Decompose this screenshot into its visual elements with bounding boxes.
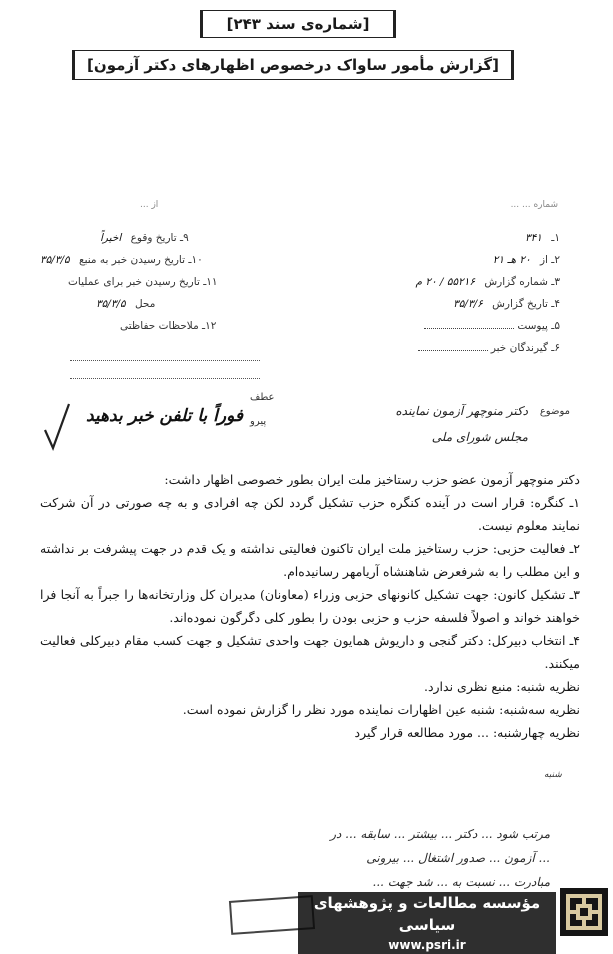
body-opinion-wednesday: نظریه چهارشنبه: ... مورد مطالعه قرار گیرد bbox=[354, 725, 580, 740]
form-dotted-line bbox=[70, 378, 260, 379]
form-field-6 bbox=[418, 342, 561, 354]
form-field-value: ۳۵/۳/۵ bbox=[96, 298, 126, 310]
form-field-label: ۵ـ پیوست bbox=[517, 320, 560, 332]
form-field-4 bbox=[453, 298, 560, 310]
watermark-title: مؤسسه مطالعات و پژوهشهای سیاسی bbox=[298, 892, 556, 936]
form-field-label: ۳ـ شماره گزارش bbox=[484, 276, 560, 288]
document-number: [شماره‌ی سند ۲۴۳] bbox=[200, 10, 396, 38]
body-item-secretary-general: ۴ـ انتخاب دبیرکل: دکتر گنجی و داریوش همایون جهت واحدی تشکیل و جهت کسب مقام دبیرکلی فعالیت میکنند. bbox=[40, 633, 580, 671]
handwritten-annotation: فوراً با تلفن خبر بدهید bbox=[86, 406, 244, 426]
form-field-2 bbox=[493, 254, 560, 266]
form-field-3 bbox=[415, 276, 560, 288]
form-field-11 bbox=[68, 276, 218, 288]
form-field-5 bbox=[424, 320, 560, 332]
handwritten-line: مرتب شود ... دکتر ... بیشتر ... سابقه ... در bbox=[330, 827, 550, 841]
handwritten-line: ... آزمون ... صدور اشتغال ... بیرونی bbox=[366, 851, 550, 865]
form-field-value: ۵۵۲۱۶ / ۲۰ م bbox=[415, 276, 476, 288]
form-field-value: ۳۵/۳/۵ bbox=[40, 254, 70, 266]
subject-text-line2: مجلس شورای ملی bbox=[431, 430, 528, 444]
form-field-1 bbox=[525, 232, 560, 244]
form-field-12 bbox=[120, 320, 216, 332]
report-body bbox=[40, 468, 580, 744]
form-dotted-line bbox=[70, 360, 260, 361]
form-field-label: ۹ـ تاریخ وقوع bbox=[130, 232, 189, 244]
subject-text-line1: دکتر منوچهر آزمون نماینده bbox=[395, 404, 528, 418]
form-field-label: ۱۱ـ تاریخ رسیدن خبر برای عملیات bbox=[68, 276, 218, 288]
form-field-label: ۱۲ـ ملاحظات حفاظتی bbox=[120, 320, 217, 332]
subject-block bbox=[40, 392, 580, 462]
body-item-party-activity: ۲ـ فعالیت حزبی: حزب رستاخیز ملت ایران تاکنون فعالیتی نداشته و یک قدم در جهت پیشرفت بر نداشته و این مطلب را به شرفعرض شاهنشاه آریامهر رسانیده‌ام. bbox=[40, 541, 580, 579]
institute-logo-icon bbox=[560, 888, 608, 936]
form-field-value: اخیراً bbox=[100, 232, 122, 244]
checkmark-icon bbox=[42, 402, 72, 452]
form-field-label: ۴ـ تاریخ گزارش bbox=[492, 298, 560, 310]
body-intro: دکتر منوچهر آزمون عضو حزب رستاخیز ملت ایران بطور خصوصی اظهار داشت: bbox=[164, 472, 580, 487]
handwritten-notes bbox=[30, 822, 550, 894]
handwritten-line: مبادرت ... نسبت به ... شد جهت ... bbox=[372, 875, 550, 889]
form-field-9 bbox=[100, 232, 189, 244]
form-field-value: ۳۴۱ bbox=[525, 232, 542, 244]
watermark bbox=[298, 892, 556, 952]
body-opinion-tuesday: نظریه سه‌شنبه: شنبه عین اظهارات نماینده مورد نظر را گزارش نموده است. bbox=[182, 702, 580, 717]
form-field-label: ۱ـ bbox=[551, 232, 560, 244]
body-opinion-saturday: نظریه شنبه: منبع نظری ندارد. bbox=[423, 679, 580, 694]
subject-label: موضوع bbox=[539, 406, 570, 417]
body-item-congress: ۱ـ کنگره: قرار است در آینده کنگره حزب تشکیل گردد لکن چه افرادی و به چه صورتی در آن شرکت نمایند معلوم نیست. bbox=[40, 495, 580, 533]
margin-note: شنبه bbox=[544, 770, 562, 780]
watermark-url: www.psri.ir bbox=[298, 936, 556, 954]
report-form bbox=[40, 200, 580, 390]
form-field-label: ۱۰ـ تاریخ رسیدن خبر به منبع bbox=[78, 254, 203, 266]
atf-label: عطف bbox=[250, 392, 275, 403]
form-field-value: ۲۰ هـ ۲۱ bbox=[492, 254, 531, 266]
form-field-label: ۲ـ از bbox=[539, 254, 560, 266]
body-item-forming-centers: ۳ـ تشکیل کانون: جهت تشکیل کانونهای حزبی وزراء (معاونان) مدیران کل وزارتخانه‌ها را جبراً به آنجا فرا خواهند خواند و اصولاً فلسفه حزب و حزبی بودن را بطور کلی دگرگون نموده‌اند. bbox=[40, 587, 580, 625]
form-field-10 bbox=[40, 254, 203, 266]
form-left-heading: از ... bbox=[140, 200, 159, 210]
form-right-heading: شماره ... ... bbox=[510, 200, 558, 210]
form-field-value: ۳۵/۳/۶ bbox=[453, 298, 483, 310]
peyro-label: پیرو bbox=[250, 416, 267, 427]
document-title: [گزارش مأمور ساواک درخصوص اظهارهای دکتر آزمون] bbox=[72, 50, 514, 80]
form-field-label: محل bbox=[134, 298, 156, 310]
form-field-label: ۶ـ گیرندگان خبر bbox=[490, 342, 560, 354]
form-field-place bbox=[96, 298, 155, 310]
